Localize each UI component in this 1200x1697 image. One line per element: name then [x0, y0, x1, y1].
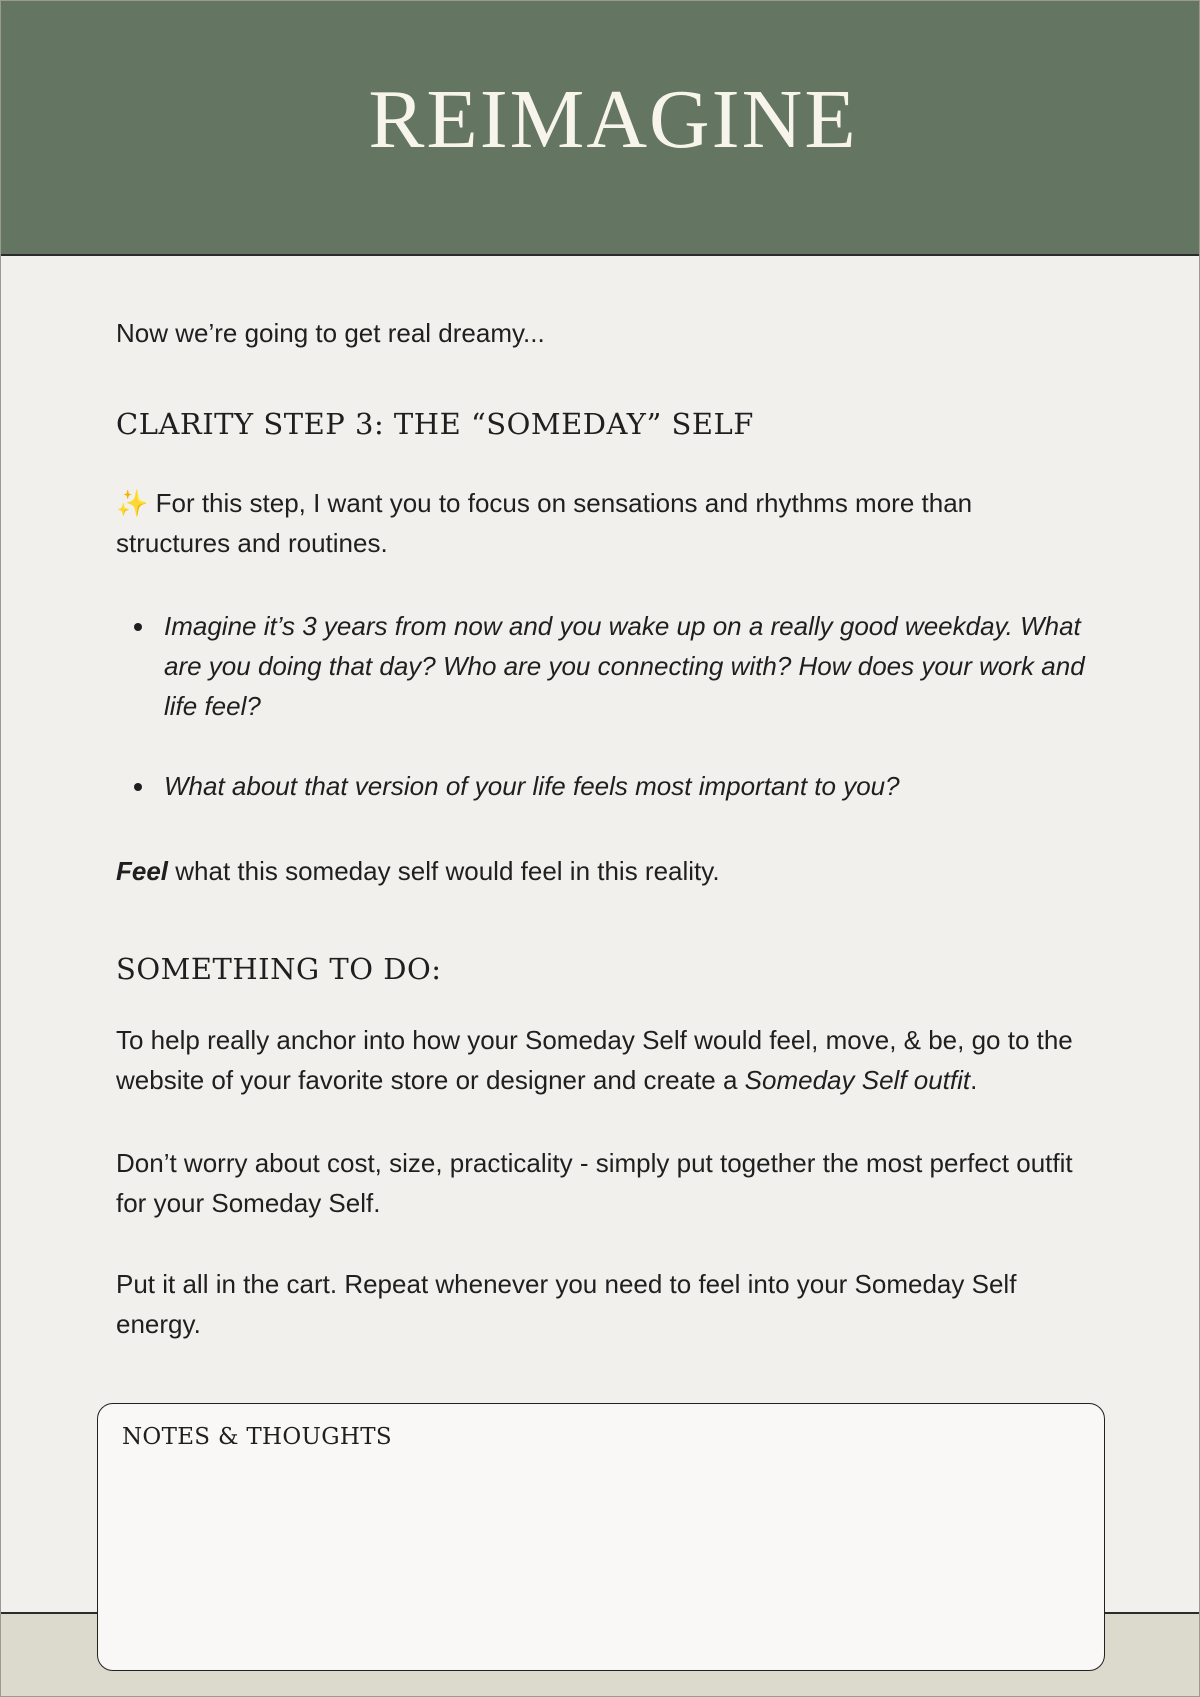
intro-text: Now we’re going to get real dreamy...: [116, 318, 545, 348]
section-heading-something-to-do: SOMETHING TO DO:: [116, 952, 442, 986]
section-lead-paragraph: [116, 483, 1076, 563]
someday-outfit-emphasis: Someday Self outfit: [744, 1065, 971, 1095]
list-item: [116, 606, 1096, 726]
page-title: REIMAGINE: [368, 73, 858, 166]
feel-paragraph: [116, 851, 1076, 891]
feel-emphasis: Feel: [116, 856, 169, 886]
prompt-list: [116, 606, 1096, 806]
lead-text: For this step, I want you to focus on sensations and rhythms more than structures and routines.: [116, 488, 973, 558]
section-heading-clarity-step: CLARITY STEP 3: THE “SOMEDAY” SELF: [116, 407, 754, 441]
list-item: [116, 766, 1096, 806]
notes-box[interactable]: [97, 1403, 1105, 1671]
instruction-paragraph-3: Put it all in the cart. Repeat whenever you need to feel into your Someday Self energy.: [116, 1269, 1017, 1339]
header-banner: [1, 1, 1200, 256]
list-item-text: Imagine it’s 3 years from now and you wake up on a really good weekday. What are you doing that day? Who are you connecting with? How does your work and life feel?: [164, 611, 1085, 721]
list-item-text: What about that version of your life feels most important to you?: [164, 771, 900, 801]
instruction-paragraph-1: [116, 1020, 1076, 1100]
bullet-icon: [134, 623, 142, 631]
instruction-period: .: [970, 1065, 978, 1095]
notes-label: NOTES & THOUGHTS: [122, 1424, 392, 1450]
bullet-icon: [134, 783, 142, 791]
sparkle-icon: ✨: [116, 488, 149, 518]
instruction-paragraph-2: Don’t worry about cost, size, practicality - simply put together the most perfect outfit for your Someday Self.: [116, 1148, 1073, 1218]
feel-text: what this someday self would feel in this reality.: [168, 856, 720, 886]
instruction-text: To help really anchor into how your Someday Self would feel, move, & be, go to the website of your favorite store or designer and create a: [116, 1025, 1073, 1095]
